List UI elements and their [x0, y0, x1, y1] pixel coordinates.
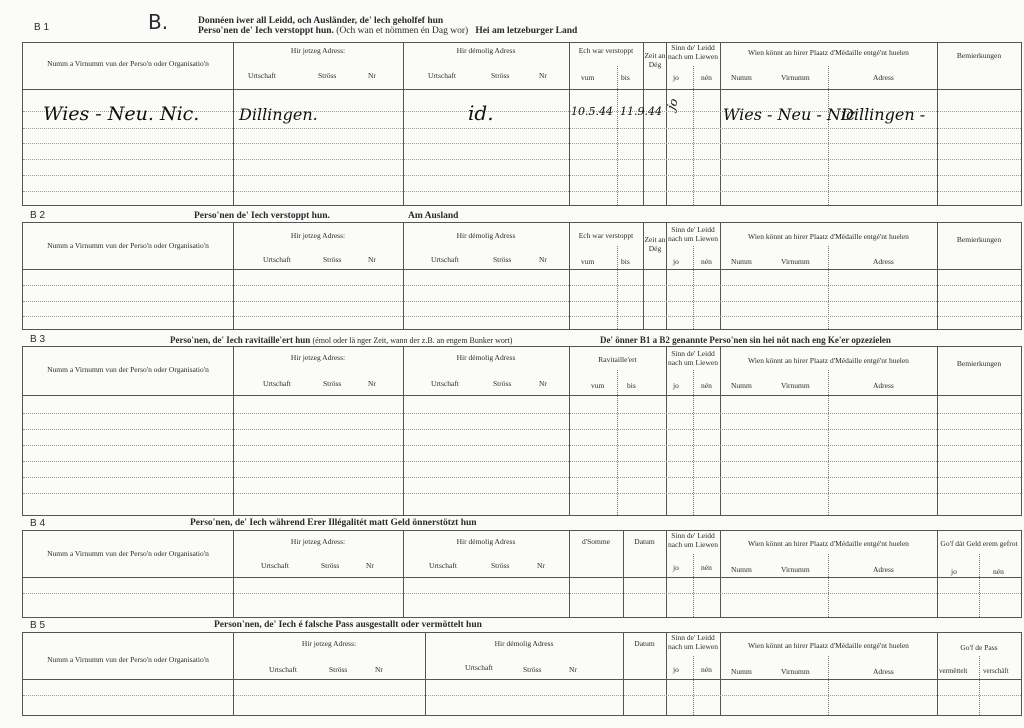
col-name: Numm a Virnumm vun der Perso'n oder Organisatio'n [47, 549, 209, 558]
col-urtschaft: Urtschaft [248, 71, 276, 80]
section-label-b4: B 4 [30, 518, 46, 529]
col-hidden: Ech war verstoppt [578, 46, 634, 55]
col-nr: Nr [368, 379, 376, 388]
col-jo: jo [673, 563, 679, 572]
col-nr: Nr [375, 665, 383, 674]
col-numm: Numm [731, 381, 752, 390]
col-suffered: Sinn de' Leidd nach um Liewen [668, 633, 718, 651]
col-datum: Datum [634, 537, 655, 546]
section-label-b2: B 2 [30, 210, 46, 221]
entry-medal-address: Dillingen - [841, 105, 926, 124]
col-urtschaft: Urtschaft [465, 663, 493, 672]
b3-title: Perso'nen, de' Iech ravitaille'ert hun [170, 335, 311, 345]
col-vum: vum [591, 381, 605, 390]
col-urtschaft: Urtschaft [263, 255, 291, 264]
col-remarks: Bemierkungen [956, 359, 1002, 368]
form-letter-b: B. [148, 10, 169, 34]
col-stross: Ströss [491, 71, 510, 80]
col-medal: Wien könnt an hirer Plaatz d'Médaille entgé'nt huelen [748, 232, 909, 241]
col-virnumm: Virnumm [781, 381, 810, 390]
col-stross: Ströss [329, 665, 348, 674]
col-numm: Numm [731, 257, 752, 266]
col-jo: jo [673, 257, 679, 266]
col-former-address: Hir démolig Adress [456, 46, 516, 55]
col-verschaft: verschäft [983, 667, 1009, 675]
col-medal: Wien könnt an hirer Plaatz d'Médaille entgé'nt huelen [748, 641, 909, 650]
col-adress: Adress [873, 73, 894, 82]
col-geld: Go'f dát Geld erem gefrot [940, 539, 1018, 548]
col-numm: Numm [731, 565, 752, 574]
col-adress: Adress [873, 257, 894, 266]
col-urtschaft: Urtschaft [428, 71, 456, 80]
col-nen: nén [993, 567, 1004, 576]
section-label-b5: B 5 [30, 620, 46, 631]
col-name: Numm a Virnumm vun der Perso'n oder Organisatio'n [47, 59, 209, 68]
col-urtschaft: Urtschaft [263, 379, 291, 388]
col-pass: Go'f de Pass [960, 643, 998, 652]
col-nr: Nr [539, 71, 547, 80]
entry-alive: jo [664, 96, 681, 112]
col-vum: vum [581, 257, 595, 266]
col-stross: Ströss [323, 255, 342, 264]
col-suffered: Sinn de' Leidd nach um Liewen [668, 531, 718, 549]
entry-former-address: id. [468, 101, 494, 125]
b3-note: (émol oder lä nger Zeit, wann der z.B. an engem Bunker wort) [312, 336, 513, 345]
section-b2 [22, 222, 1022, 330]
col-jo: jo [673, 665, 679, 674]
col-stross: Ströss [523, 665, 542, 674]
col-medal: Wien könnt an hirer Plaatz d'Médaille entgé'nt huelen [748, 48, 909, 57]
col-name: Numm a Virnumm vun der Perso'n oder Organisatio'n [47, 655, 209, 664]
col-jo: jo [951, 567, 957, 576]
b3-extra: De' önner B1 a B2 genannte Perso'nen sin hei nöt nach eng Ke'er opzezielen [600, 335, 891, 345]
col-numm: Numm [731, 73, 752, 82]
col-current-address: Hir jetzeg Adress: [290, 537, 346, 546]
b1-title-note: (Och wan et nömmen én Dag wor) [336, 26, 469, 36]
col-bis: bis [621, 73, 630, 82]
col-adress: Adress [873, 565, 894, 574]
col-adress: Adress [873, 667, 894, 676]
section-b3 [22, 346, 1022, 516]
col-current-address: Hir jetzeg Adress: [290, 46, 346, 55]
col-adress: Adress [873, 381, 894, 390]
col-vum: vum [581, 73, 595, 82]
col-urtschaft: Urtschaft [269, 665, 297, 674]
col-remarks: Bemierkungen [956, 51, 1002, 60]
col-nen: nén [701, 563, 712, 572]
col-former-address: Hir démolig Adress [494, 639, 554, 648]
section-b5 [22, 632, 1022, 716]
b2-title: Perso'nen de' Iech verstoppt hun. [194, 211, 330, 221]
col-urtschaft: Urtschaft [431, 255, 459, 264]
col-bis: bis [621, 257, 630, 266]
col-somme: d'Somme [581, 537, 611, 546]
col-hidden: Ech war verstoppt [578, 231, 634, 240]
col-former-address: Hir démolig Adress [456, 231, 516, 240]
entry-current-town: Dillingen. [239, 105, 318, 124]
col-nr: Nr [539, 255, 547, 264]
col-nen: nén [701, 73, 712, 82]
col-current-address: Hir jetzeg Adress: [290, 353, 346, 362]
b1-title-line2: Perso'nen de' Iech verstoppt hun. [198, 26, 334, 36]
col-datum: Datum [634, 639, 655, 648]
col-zeit: Zeit an Dég [644, 51, 666, 69]
col-current-address: Hir jetzeg Adress: [290, 231, 346, 240]
col-stross: Ströss [323, 379, 342, 388]
col-name: Numm a Virnumm vun der Perso'n oder Organisatio'n [47, 241, 209, 250]
col-current-address: Hir jetzeg Adress: [301, 639, 357, 648]
col-name: Numm a Virnumm vun der Perso'n oder Organisatio'n [47, 365, 209, 374]
col-stross: Ströss [493, 255, 512, 264]
col-former-address: Hir démolig Adress [456, 353, 516, 362]
col-stross: Ströss [493, 379, 512, 388]
section-label-b3: B 3 [30, 334, 46, 345]
col-jo: jo [673, 73, 679, 82]
col-virnumm: Virnumm [781, 257, 810, 266]
col-jo: jo [673, 381, 679, 390]
col-suffered: Sinn de' Leidd nach um Liewen [668, 43, 718, 61]
col-nr: Nr [539, 379, 547, 388]
col-virnumm: Virnumm [781, 667, 810, 676]
col-nr: Nr [368, 255, 376, 264]
col-urtschaft: Urtschaft [261, 561, 289, 570]
b5-title: Person'nen, de' Iech é falsche Pass ausgestallt oder vermöttelt hun [214, 620, 482, 630]
col-nen: nén [701, 381, 712, 390]
col-nen: nén [701, 257, 712, 266]
col-zeit: Zeit an Dég [644, 235, 666, 253]
col-nr: Nr [537, 561, 545, 570]
b4-title: Perso'nen, de' Iech während Erer Illégalitét matt Geld önnerstötzt hun [190, 518, 477, 528]
col-stross: Ströss [318, 71, 337, 80]
b1-title-line1: Donnéen iwer all Leidd, och Ausländer, de' lech geholfef hun [198, 16, 444, 26]
col-suffered: Sinn de' Leidd nach um Liewen [668, 349, 718, 367]
b2-place: Am Ausland [408, 211, 459, 221]
col-ravitailleiert: Ravitaille'ert [598, 355, 637, 364]
col-medal: Wien könnt an hirer Plaatz d'Médaille entgé'nt huelen [748, 539, 909, 548]
entry-to: 11.9.44 [620, 105, 662, 118]
col-nr: Nr [569, 665, 577, 674]
col-vermettelt: vermëttelt [939, 667, 968, 675]
col-virnumm: Virnumm [781, 73, 810, 82]
col-stross: Ströss [321, 561, 340, 570]
col-suffered: Sinn de' Leidd nach um Liewen [668, 225, 718, 243]
col-bis: bis [627, 381, 636, 390]
entry-from: 10.5.44 [571, 105, 613, 118]
section-b1 [22, 42, 1022, 206]
section-b4 [22, 530, 1022, 618]
col-urtschaft: Urtschaft [429, 561, 457, 570]
entry-name: Wies - Neu. Nic. [43, 103, 200, 125]
section-label-b1: B 1 [34, 22, 50, 33]
col-stross: Ströss [491, 561, 510, 570]
col-nen: nén [701, 665, 712, 674]
col-numm: Numm [731, 667, 752, 676]
entry-medal-name: Wies - Neu - Nic [723, 105, 855, 124]
b1-title-place: Hei am letzeburger Land [475, 26, 578, 36]
col-urtschaft: Urtschaft [431, 379, 459, 388]
col-nr: Nr [366, 561, 374, 570]
col-former-address: Hir démolig Adress [456, 537, 516, 546]
col-nr: Nr [368, 71, 376, 80]
col-virnumm: Virnumm [781, 565, 810, 574]
col-remarks: Bemierkungen [956, 235, 1002, 244]
col-medal: Wien könnt an hirer Plaatz d'Médaille entgé'nt huelen [748, 356, 909, 365]
